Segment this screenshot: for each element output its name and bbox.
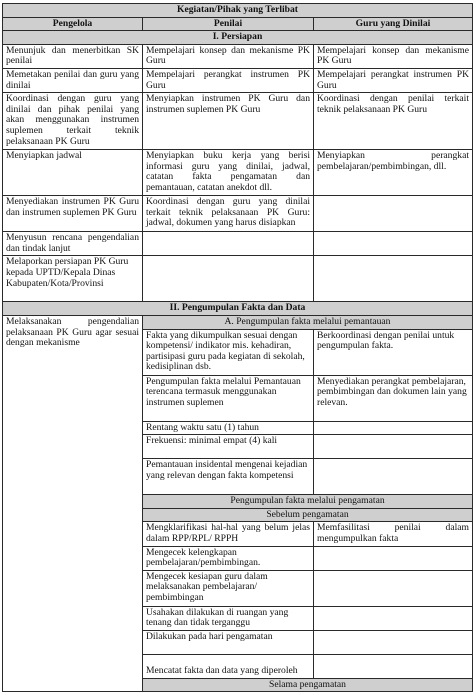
cell-penilai: Pemantauan insidental mengenai kejadian yang relevan dengan fakta kompetensi [143, 459, 314, 495]
cell-penilai: Frekuensi: minimal empat (4) kali [143, 435, 314, 459]
column-header-pengelola: Pengelola [3, 17, 143, 31]
table-row [3, 232, 473, 256]
cell-guru: Menyediakan perangkat pembelajaran, pembimbingan dan dokumen lain yang relevan. [314, 375, 473, 421]
table-row [3, 68, 473, 92]
table-title: Kegiatan/Pihak yang Terlibat [3, 4, 473, 18]
column-header-guru: Guru yang Dinilai [314, 17, 473, 31]
cell-guru [314, 630, 473, 654]
cell-guru [314, 256, 473, 302]
before-observation-title: Sebelum pengamatan [143, 508, 473, 522]
cell-penilai: Usahakan dilakukan di ruangan yang tenang dan tidak terganggu [143, 606, 314, 630]
table-row [3, 44, 473, 68]
cell-guru: Mempelajari konsep dan mekanisme PK Guru [314, 44, 473, 68]
cell-penilai: Menyiapkan instrumen PK Guru dan instrumen suplemen PK Guru [143, 93, 314, 150]
table-row [3, 150, 473, 196]
cell-penilai: Mencatat fakta dan data yang diperoleh [143, 654, 314, 678]
cell-penilai: Rentang waktu satu (1) tahun [143, 421, 314, 435]
table-row [3, 256, 473, 302]
cell-guru: Berkoordinasi dengan penilai untuk pengumpulan fakta. [314, 329, 473, 375]
section-2-header [3, 302, 473, 316]
cell-penilai: Mengecek kelengkapan pembelajaran/pembimbingan. [143, 546, 314, 570]
cell-guru: Menyiapkan perangkat pembelajaran/pembimbingan, dll. [314, 150, 473, 196]
cell-penilai: Mengecek kesiapan guru dalam melaksanakan pembelajaran/ pembimbingan [143, 570, 314, 606]
cell-guru: Memfasilitasi penilai dalam mengumpulkan fakta [314, 522, 473, 546]
subsection-a-row [3, 315, 473, 329]
cell-guru [314, 654, 473, 678]
cell-guru [314, 435, 473, 459]
column-header-row [3, 17, 473, 31]
cell-penilai [143, 256, 314, 302]
cell-penilai: Fakta yang dikumpulkan sesuai dengan kompetensi/ indikator mis. kehadiran, partisipasi guru pada kegiatan di sekolah, kedisiplinan dsb. [143, 329, 314, 375]
table-row [3, 196, 473, 232]
cell-pengelola: Memetakan penilai dan guru yang dinilai [3, 68, 143, 92]
cell-guru [314, 421, 473, 435]
section-1-header [3, 31, 473, 45]
cell-guru [314, 232, 473, 256]
table-title-row [3, 4, 473, 18]
section-1-title: I. Persiapan [3, 31, 473, 45]
cell-guru: Koordinasi dengan penilai terkait teknik pelaksanaan PK Guru [314, 93, 473, 150]
cell-pengelola: Menyiapkan jadwal [3, 150, 143, 196]
cell-guru [314, 570, 473, 606]
cell-pengelola: Melaporkan persiapan PK Guru kepada UPTD/Kepala Dinas Kabupaten/Kota/Provinsi [3, 256, 143, 302]
subsection-b-title: Pengumpulan fakta melalui pengamatan [143, 495, 473, 509]
cell-penilai [143, 232, 314, 256]
subsection-a-title: A. Pengumpulan fakta melalui pemantauan [143, 315, 473, 329]
cell-guru [314, 459, 473, 495]
cell-guru [314, 546, 473, 570]
cell-pengelola: Menunjuk dan menerbitkan SK penilai [3, 44, 143, 68]
cell-penilai: Koordinasi dengan guru yang dinilai terkait teknik pelaksanaan PK Guru: jadwal, dokumen yang harus disiapkan [143, 196, 314, 232]
cell-penilai: Mempelajari konsep dan mekanisme PK Guru [143, 44, 314, 68]
assessment-activity-table [2, 3, 473, 692]
cell-pengelola: Menyediakan instrumen PK Guru dan instrumen suplemen PK Guru [3, 196, 143, 232]
during-observation-title: Selama pengamatan [143, 678, 473, 692]
cell-penilai: Menyiapkan buku kerja yang berisi informasi guru yang dinilai, jadwal, catatan fakta pengamatan dan pemantauan, catatan anekdot dll. [143, 150, 314, 196]
section-2-title: II. Pengumpulan Fakta dan Data [3, 302, 473, 316]
cell-penilai: Pengumpulan fakta melalui Pemantauan terencana termasuk menggunakan instrumen suplemen [143, 375, 314, 421]
cell-penilai: Dilakukan pada hari pengamatan [143, 630, 314, 654]
cell-guru: Mempelajari perangkat instrumen PK Guru [314, 68, 473, 92]
cell-guru [314, 606, 473, 630]
cell-pengelola-main: Melaksanakan pengendalian pelaksanaan PK Guru agar sesuai dengan mekanisme [3, 315, 143, 692]
cell-pengelola: Koordinasi dengan guru yang dinilai dan pihak penilai yang akan menggunakan instrumen suplemen terkait teknik pelaksanaan PK Guru [3, 93, 143, 150]
cell-guru [314, 196, 473, 232]
column-header-penilai: Penilai [143, 17, 314, 31]
table-row [3, 93, 473, 150]
cell-penilai: Mengklarifikasi hal-hal yang belum jelas dalam RPP/RPL/ RPPH [143, 522, 314, 546]
cell-penilai: Mempelajari perangkat instrumen PK Guru [143, 68, 314, 92]
cell-pengelola: Menyusun rencana pengendalian dan tindak lanjut [3, 232, 143, 256]
